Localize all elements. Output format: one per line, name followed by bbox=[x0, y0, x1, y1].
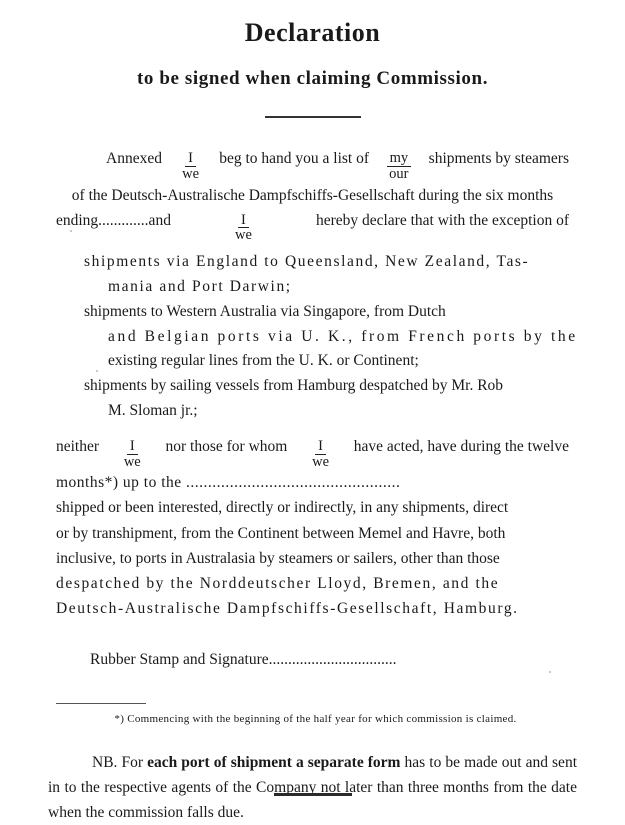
fraction-denominator: our bbox=[389, 165, 409, 182]
intro-line-1-c: shipments by steamers bbox=[428, 150, 569, 167]
fraction-numerator: my bbox=[387, 151, 412, 167]
nb-line-2: made out and sent in to the respective agents of the Company not later bbox=[48, 754, 577, 796]
fraction-denominator: we bbox=[123, 453, 141, 470]
exception-item: M. Sloman jr.; bbox=[108, 402, 198, 420]
closing-line-4: or by transhipment, from the Continent between Memel and Havre, both bbox=[56, 524, 506, 542]
closing-line-3: shipped or been interested, directly or indirectly, in any shipments, direct bbox=[56, 499, 509, 517]
nb-emphasis: each port of shipment a separate form bbox=[147, 754, 401, 772]
exception-item: mania and Port Darwin; bbox=[108, 278, 292, 296]
nb-line-3: than three months from the date when the commission falls due. bbox=[48, 778, 577, 821]
fraction-my-our bbox=[386, 151, 411, 182]
document-page bbox=[0, 18, 625, 821]
exception-item: and Belgian ports via U. K., from French ports by the bbox=[108, 327, 578, 345]
intro-line-3-a: ending.............and bbox=[56, 211, 171, 229]
fraction-i-we-1 bbox=[179, 151, 202, 182]
page-subtitle: to be signed when claiming Commission. bbox=[136, 68, 489, 89]
footnote-text: *) Commencing with the beginning of the half year for which commission is claimed. bbox=[114, 713, 517, 726]
divider-top bbox=[265, 116, 361, 118]
intro-line-2: of the Deutsch-Australische Dampfschiffs-Gesellschaft during the six months bbox=[71, 186, 554, 204]
intro-line-1-a: Annexed bbox=[106, 150, 162, 167]
page-title: Declaration bbox=[244, 18, 381, 47]
closing-line-6: despatched by the Norddeutscher Lloyd, Bremen, and the bbox=[56, 574, 500, 592]
fraction-denominator: we bbox=[234, 227, 252, 244]
paper-speck bbox=[549, 671, 551, 673]
paper-speck bbox=[70, 230, 72, 232]
closing-line-7: Deutsch-Australische Dampfschiffs-Gesellschaft, Hamburg. bbox=[56, 599, 519, 617]
nb-prefix: NB. bbox=[92, 754, 118, 772]
fraction-denominator: we bbox=[312, 453, 330, 470]
fraction-numerator: I bbox=[127, 439, 138, 455]
signature-field[interactable]: Rubber Stamp and Signature................................. bbox=[90, 651, 397, 669]
intro-paragraph bbox=[40, 146, 585, 244]
intro-line-3 bbox=[56, 208, 569, 245]
fraction-numerator: I bbox=[238, 213, 249, 229]
nb-line-1-b: has to be bbox=[404, 754, 461, 772]
exception-item: shipments via England to Queensland, New Zealand, Tas- bbox=[84, 253, 530, 271]
closing-line-5: inclusive, to ports in Australasia by steamers or sailers, other than those bbox=[56, 549, 500, 567]
nb-line-1-a: For bbox=[121, 754, 144, 772]
exception-item: shipments to Western Australia via Singapore, from Dutch bbox=[84, 302, 446, 320]
intro-line-1-b: beg to hand you a list of bbox=[219, 150, 369, 167]
fraction-numerator: I bbox=[185, 151, 196, 167]
closing-line-2-blank-field[interactable]: months*) up to the ................................................. bbox=[56, 474, 401, 492]
intro-line-1 bbox=[56, 146, 569, 183]
closing-line-1-c: have acted, have during the twelve bbox=[353, 437, 569, 455]
divider-footnote bbox=[56, 703, 146, 704]
fraction-denominator: we bbox=[182, 165, 200, 182]
closing-line-1 bbox=[56, 434, 569, 471]
fraction-i-we-3 bbox=[121, 439, 144, 470]
fraction-numerator: I bbox=[315, 439, 326, 455]
footnote-section bbox=[40, 703, 585, 725]
fraction-i-we-2 bbox=[232, 213, 255, 244]
closing-line-1-a: neither bbox=[56, 437, 100, 455]
closing-paragraph bbox=[40, 434, 585, 621]
paper-speck bbox=[96, 370, 98, 372]
exception-item: existing regular lines from the U. K. or Continent; bbox=[108, 352, 419, 370]
exception-item: shipments by sailing vessels from Hamburg despatched by Mr. Rob bbox=[84, 377, 504, 395]
nb-section bbox=[40, 751, 585, 825]
intro-line-3-b: hereby declare that with the exception of bbox=[315, 211, 569, 229]
fraction-i-we-4 bbox=[309, 439, 332, 470]
exceptions-list bbox=[40, 250, 585, 424]
closing-line-1-b: nor those for whom bbox=[165, 437, 288, 455]
